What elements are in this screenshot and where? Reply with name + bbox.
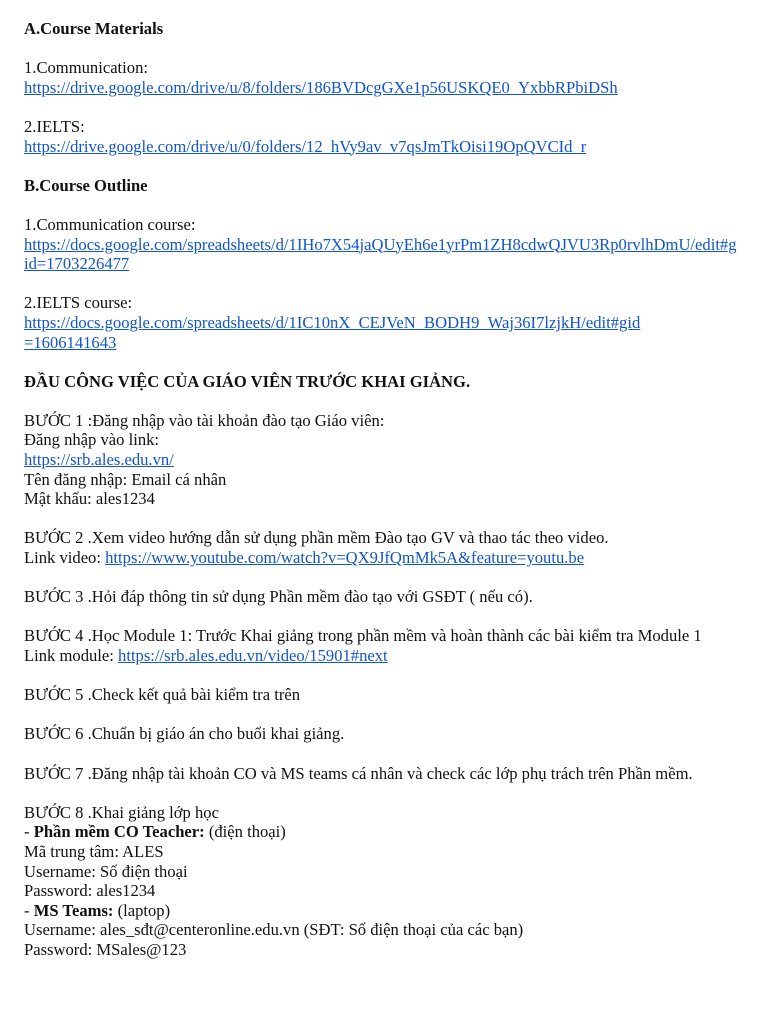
step-4-module-line xyxy=(24,646,768,666)
step-2-title: BƯỚC 2 .Xem video hướng dẫn sử dụng phần mềm Đào tạo GV và thao tác theo video. xyxy=(24,528,609,548)
step-2-video-line xyxy=(24,548,768,568)
step-5 xyxy=(24,685,768,705)
step-3-title: BƯỚC 3 .Hỏi đáp thông tin sử dụng Phần mềm đào tạo với GSĐT ( nếu có). xyxy=(24,587,533,607)
step-3 xyxy=(24,587,768,607)
ielts-outline-link[interactable]: https://docs.google.com/spreadsheets/d/1IC10nX_CEJVeN_BODH9_Waj36I7lzjkH/edit#gid=1606141643 xyxy=(24,312,641,352)
communication-outline-link[interactable]: https://docs.google.com/spreadsheets/d/1IHo7X54jaQUyEh6e1yrPm1ZH8cdwQJVU3Rp0rvlhDmU/edit#gid=1703226477 xyxy=(24,234,737,274)
co-teacher-line xyxy=(24,822,768,842)
co-password: Password: ales1234 xyxy=(24,881,156,901)
ielts-materials-link[interactable]: https://drive.google.com/drive/u/0/folders/12_hVy9av_v7qsJmTkOisi19OpQVCId_r xyxy=(24,136,587,156)
step-4-module-label: Link module: xyxy=(24,646,119,665)
step-8-title: BƯỚC 8 .Khai giảng lớp học xyxy=(24,802,219,822)
co-center-code: Mã trung tâm: ALES xyxy=(24,841,164,861)
communication-outline-label: 1.Communication course: xyxy=(24,214,196,234)
course-outline-heading: B.Course Outline xyxy=(24,175,148,195)
step-6 xyxy=(24,724,768,744)
ms-password: Password: MSales@123 xyxy=(24,939,187,959)
co-username: Username: Số điện thoại xyxy=(24,861,188,881)
ielts-outline-label: 2.IELTS course: xyxy=(24,293,133,313)
step-4 xyxy=(24,626,768,665)
ms-username: Username: ales_sđt@centeronline.edu.vn (SĐT: Số điện thoại của các bạn) xyxy=(24,920,524,940)
step-2-video-label: Link video: xyxy=(24,548,106,568)
step-6-title: BƯỚC 6 .Chuẩn bị giáo án cho buổi khai giảng. xyxy=(24,724,345,744)
step-7-title: BƯỚC 7 .Đăng nhập tài khoản CO và MS teams cá nhân và check các lớp phụ trách trên Phần mềm. xyxy=(24,763,693,783)
co-teacher-label: Phần mềm CO Teacher: xyxy=(33,822,205,842)
course-materials-heading: A.Course Materials xyxy=(24,19,164,38)
step-1 xyxy=(24,411,768,509)
step-4-module-link[interactable]: https://srb.ales.edu.vn/video/15901#next xyxy=(118,646,388,665)
teacher-tasks-section xyxy=(24,372,768,960)
ms-teams-bullet: - xyxy=(24,900,34,920)
ms-teams-device: (laptop) xyxy=(113,900,171,920)
co-teacher-bullet: - xyxy=(24,822,34,842)
step-5-title: BƯỚC 5 .Check kết quả bài kiểm tra trên xyxy=(24,685,301,705)
communication-materials-link[interactable]: https://drive.google.com/drive/u/8/folders/186BVDcgGXe1p56USKQE0_YxbbRPbiDSh xyxy=(24,77,618,97)
step-1-username: Tên đăng nhập: Email cá nhân xyxy=(24,469,227,489)
ms-teams-label: MS Teams: xyxy=(33,900,114,920)
step-4-title: BƯỚC 4 .Học Module 1: Trước Khai giảng trong phần mềm và hoàn thành các bài kiểm tra Module 1 xyxy=(24,626,702,646)
step-1-password: Mật khẩu: ales1234 xyxy=(24,489,155,509)
step-1-title: BƯỚC 1 :Đăng nhập vào tài khoản đào tạo Giáo viên: xyxy=(24,410,385,430)
course-outline-section xyxy=(24,176,768,352)
step-2 xyxy=(24,528,768,567)
step-1-login-label: Đăng nhập vào link: xyxy=(24,430,160,450)
step-7 xyxy=(24,764,768,784)
step-1-login-link[interactable]: https://srb.ales.edu.vn/ xyxy=(24,450,174,470)
step-8 xyxy=(24,803,768,960)
teacher-tasks-heading: ĐẦU CÔNG VIỆC CỦA GIÁO VIÊN TRƯỚC KHAI GIẢNG. xyxy=(24,371,471,391)
course-materials-section xyxy=(24,19,768,156)
co-teacher-device: (điện thoại) xyxy=(204,822,286,842)
step-2-video-link[interactable]: https://www.youtube.com/watch?v=QX9JfQmMk5A&feature=youtu.be xyxy=(105,548,585,568)
ielts-materials-label: 2.IELTS: xyxy=(24,116,85,136)
communication-materials-label: 1.Communication: xyxy=(24,58,148,78)
ms-teams-line xyxy=(24,901,768,921)
